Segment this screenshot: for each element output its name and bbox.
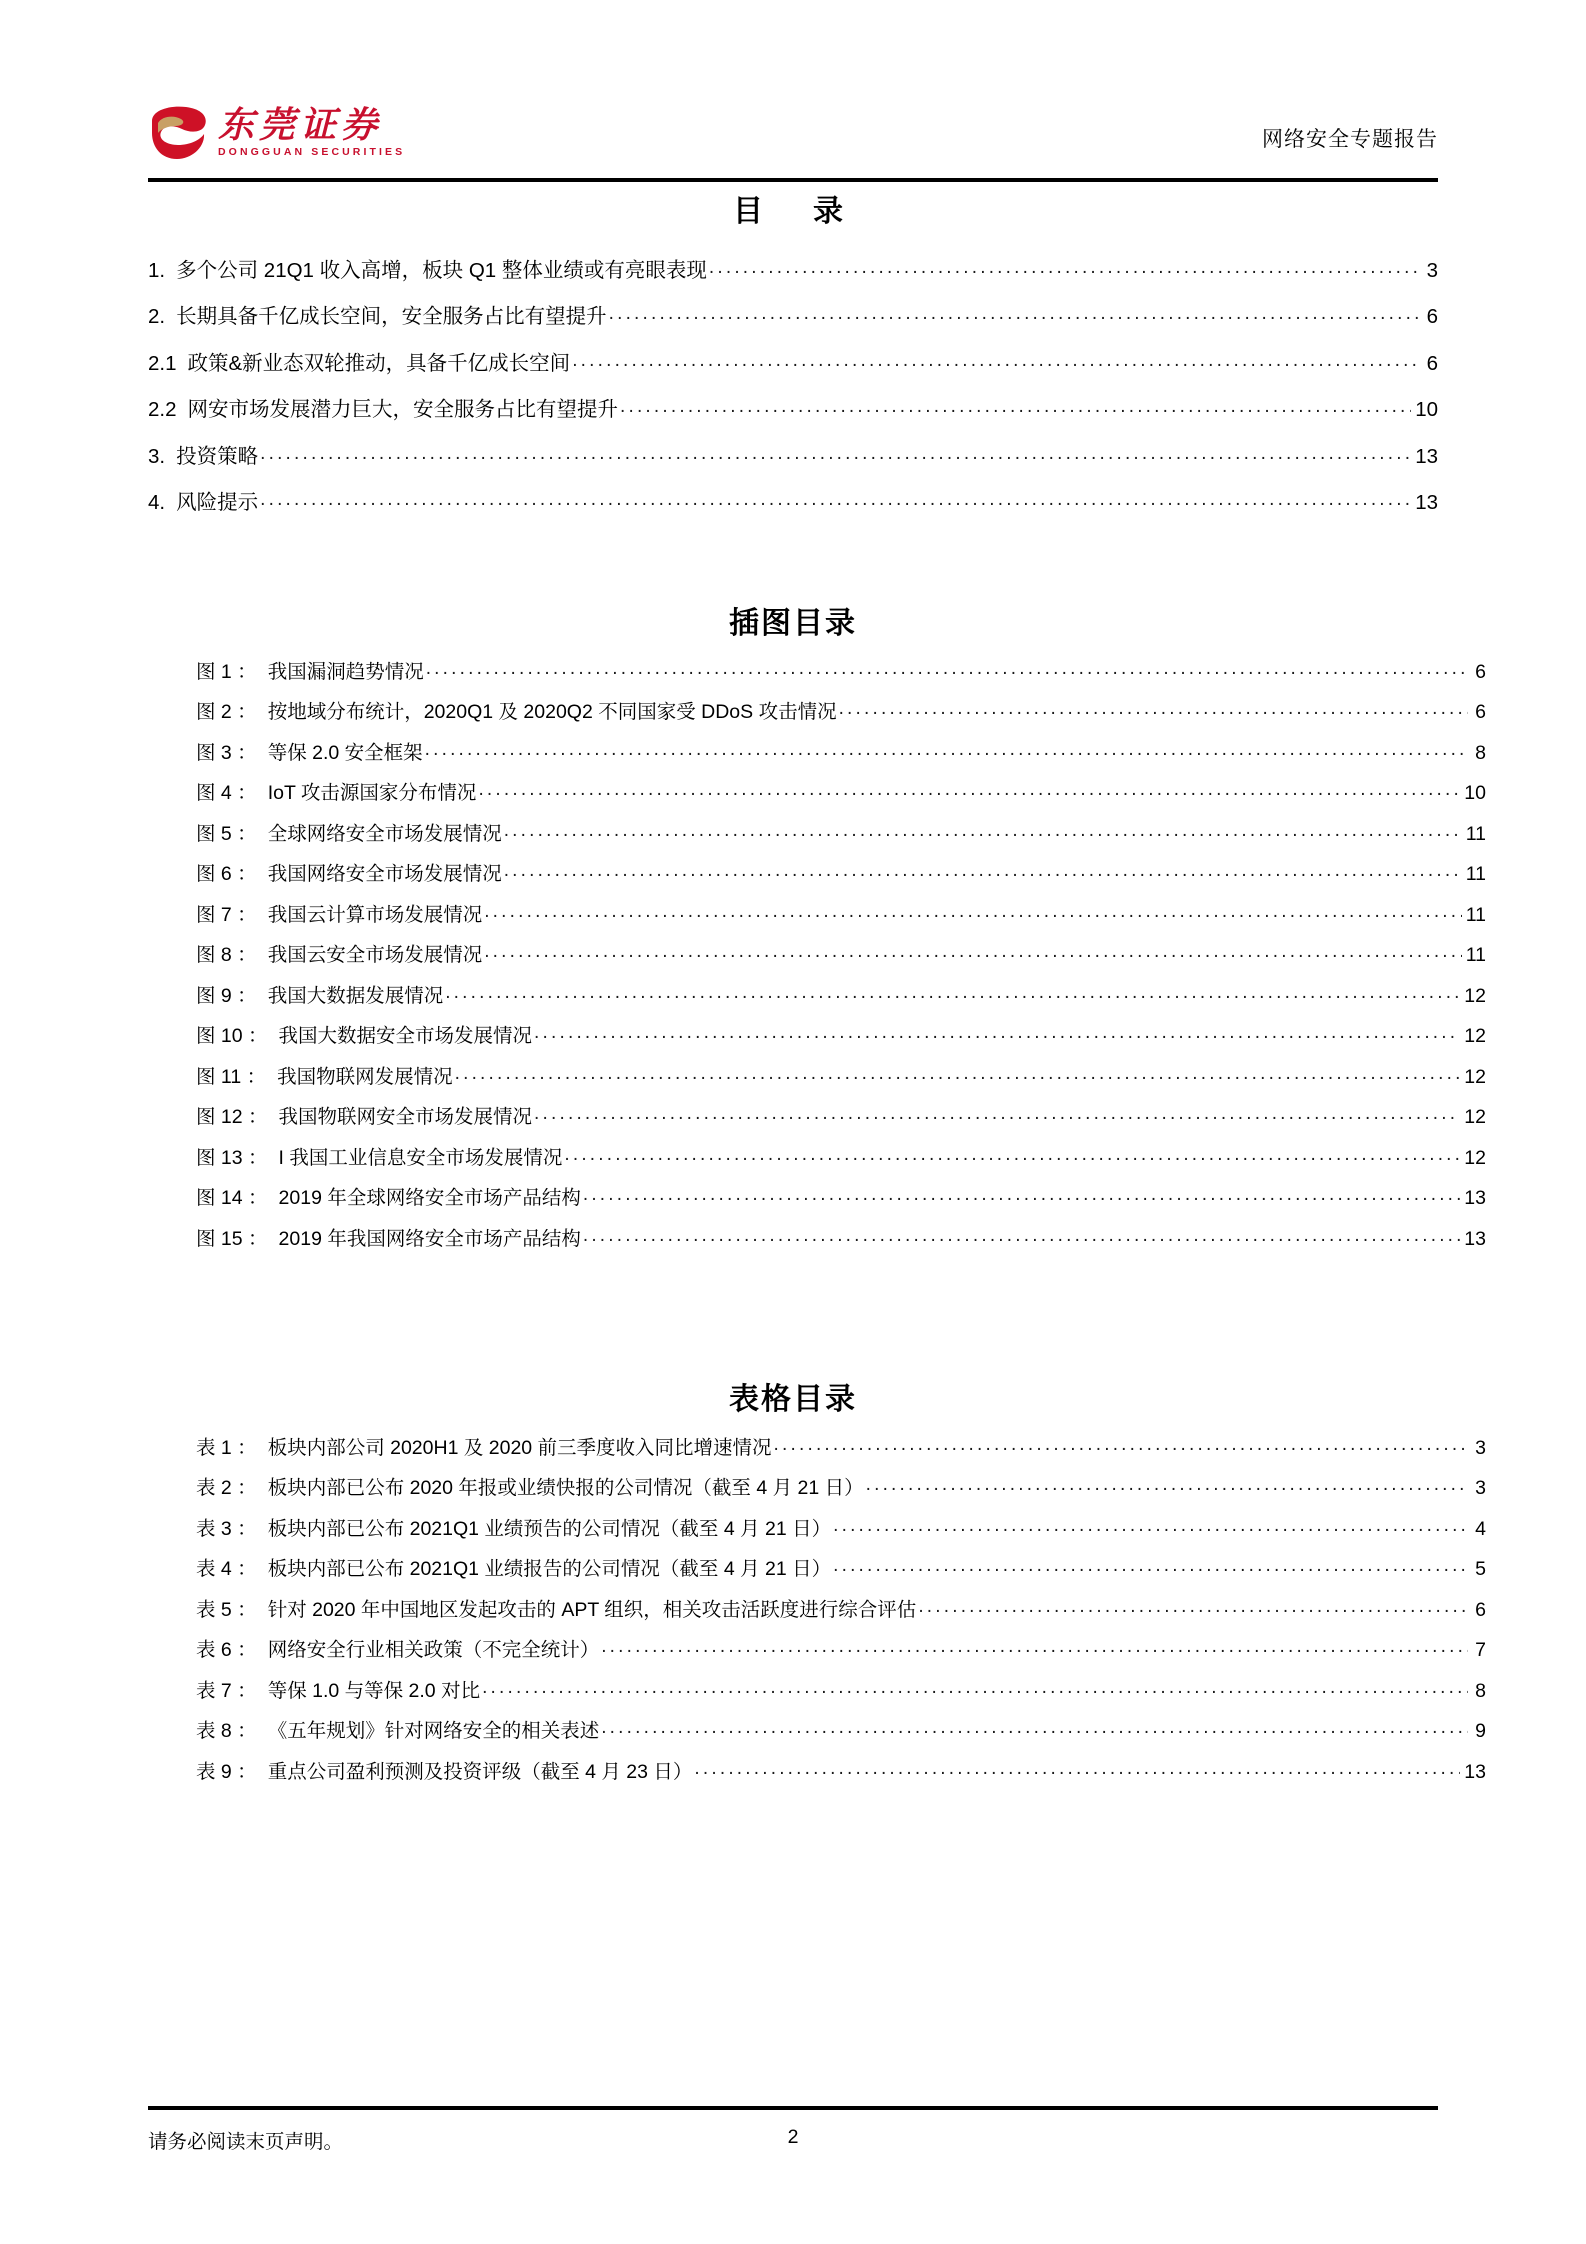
toc-entry-number: 2.1 <box>148 351 177 375</box>
figure-entry[interactable] <box>148 1104 1486 1128</box>
dot-leader <box>482 1677 1468 1697</box>
figure-entry-number: 图 13 ： <box>196 1146 268 1169</box>
table-entry-page-number: 3 <box>1475 1436 1486 1459</box>
dot-leader <box>833 1515 1468 1535</box>
figure-entry-number: 图 2 ： <box>196 701 257 723</box>
figure-entry-page-number: 12 <box>1464 984 1486 1007</box>
figure-entry-label: 全球网络安全市场发展情况 <box>267 822 502 845</box>
dot-leader <box>484 901 1462 921</box>
table-entry-number: 表 6 ： <box>196 1639 257 1661</box>
dot-leader <box>564 1144 1460 1164</box>
figure-entry-label: 按地域分布统计，2020Q1 及 2020Q2 不同国家受 DDoS 攻击情况 <box>267 701 837 723</box>
toc-entry[interactable] <box>148 489 1438 514</box>
figure-entry-page-number: 11 <box>1465 944 1486 966</box>
table-entry-page-number: 4 <box>1475 1517 1486 1540</box>
contents-heading: 目 录 <box>733 195 853 228</box>
dot-leader <box>425 739 1468 759</box>
logo-chinese-name: 东莞证券 <box>218 104 383 145</box>
figure-entry[interactable] <box>148 820 1486 844</box>
figure-entry[interactable] <box>148 1225 1486 1249</box>
dot-leader <box>620 396 1411 417</box>
figure-entry[interactable] <box>148 699 1486 723</box>
toc-entry-page-number: 10 <box>1415 398 1438 421</box>
figure-entry-label: 等保 2.0 安全框架 <box>267 741 423 764</box>
dot-leader <box>572 349 1420 370</box>
table-entry-label: 板块内部已公布 2021Q1 业绩预告的公司情况（截至 4 月 21 日） <box>267 1517 832 1540</box>
figure-entry-label: IoT 攻击源国家分布情况 <box>267 782 477 804</box>
figure-entry-number: 图 4 ： <box>196 782 257 804</box>
figure-entry-label: 我国物联网安全市场发展情况 <box>278 1106 533 1128</box>
figure-entry-page-number: 12 <box>1464 1106 1486 1128</box>
table-entry-label: 重点公司盈利预测及投资评级（截至 4 月 23 日） <box>267 1760 693 1783</box>
toc-entry[interactable] <box>148 396 1438 421</box>
toc-entry-label: 多个公司 21Q1 收入高增，板块 Q1 整体业绩或有亮眼表现 <box>176 258 707 282</box>
toc-entry-label: 政策&新业态双轮推动，具备千亿成长空间 <box>187 351 571 375</box>
table-entry-number: 表 1 ： <box>196 1436 257 1459</box>
header-divider <box>148 178 1438 182</box>
figure-entry-page-number: 12 <box>1464 1025 1486 1047</box>
toc-entry-page-number: 3 <box>1426 258 1438 282</box>
figure-entry-page-number: 11 <box>1465 903 1486 926</box>
dot-leader <box>601 1718 1468 1738</box>
toc-entry[interactable] <box>148 303 1438 328</box>
figure-entry-number: 图 5 ： <box>196 822 257 845</box>
table-entry[interactable] <box>148 1677 1486 1701</box>
table-entry[interactable] <box>148 1475 1486 1499</box>
list-of-tables <box>148 1434 1486 1799</box>
figure-entry-page-number: 8 <box>1475 741 1486 764</box>
toc-entry-label: 长期具备千亿成长空间，安全服务占比有望提升 <box>176 305 607 328</box>
figure-entry-label: 我国漏洞趋势情况 <box>267 660 424 683</box>
table-entry-page-number: 7 <box>1475 1639 1486 1661</box>
figures-heading: 插图目录 <box>729 607 857 640</box>
figure-entry[interactable] <box>148 942 1486 966</box>
figure-entry-page-number: 6 <box>1475 660 1486 683</box>
dot-leader <box>866 1475 1468 1495</box>
toc-entry-number: 4. <box>148 491 166 514</box>
page-header <box>148 95 1438 173</box>
figure-entry-page-number: 13 <box>1464 1187 1486 1209</box>
table-entry-label: 板块内部公司 2020H1 及 2020 前三季度收入同比增速情况 <box>267 1436 772 1459</box>
figure-entry[interactable] <box>148 901 1486 925</box>
figure-entry[interactable] <box>148 1063 1486 1087</box>
figure-entry-label: 我国大数据发展情况 <box>267 984 444 1007</box>
dongguan-securities-logo-icon <box>148 105 210 161</box>
table-entry[interactable] <box>148 1758 1486 1782</box>
figure-entry[interactable] <box>148 861 1486 885</box>
table-entry-number: 表 9 ： <box>196 1760 257 1783</box>
dot-leader <box>504 820 1462 840</box>
table-entry-label: 板块内部已公布 2020 年报或业绩快报的公司情况（截至 4 月 21 日） <box>267 1477 864 1499</box>
figure-entry-label: 我国云安全市场发展情况 <box>267 944 483 966</box>
figure-entry[interactable] <box>148 1185 1486 1209</box>
dot-leader <box>709 256 1420 277</box>
logo-wordmark <box>218 104 406 161</box>
figure-entry-number: 图 12 ： <box>196 1106 268 1128</box>
toc-entry-page-number: 6 <box>1426 305 1438 328</box>
figure-entry-page-number: 12 <box>1464 1146 1486 1169</box>
figure-entry-number: 图 11 ： <box>196 1065 267 1088</box>
logo-english-name: DONGGUAN SECURITIES <box>218 146 406 159</box>
table-entry[interactable] <box>148 1434 1486 1458</box>
figure-entry-label: 我国大数据安全市场发展情况 <box>278 1025 533 1047</box>
figure-entry-number: 图 10 ： <box>196 1025 268 1047</box>
toc-entry[interactable] <box>148 442 1438 467</box>
figure-entry[interactable] <box>148 1023 1486 1047</box>
dot-leader <box>534 1104 1460 1124</box>
toc-entry[interactable] <box>148 349 1438 374</box>
dot-leader <box>694 1758 1460 1778</box>
dot-leader <box>583 1185 1460 1205</box>
figure-entry[interactable] <box>148 780 1486 804</box>
figure-entry-label: I 我国工业信息安全市场发展情况 <box>278 1146 563 1169</box>
toc-entry-number: 1. <box>148 258 166 282</box>
toc-entry-page-number: 13 <box>1415 444 1438 468</box>
dot-leader <box>609 303 1420 324</box>
toc-entry-number: 3. <box>148 444 166 468</box>
dot-leader <box>478 780 1460 800</box>
figure-entry-number: 图 8 ： <box>196 944 257 966</box>
tables-heading: 表格目录 <box>729 1383 857 1416</box>
table-entry-number: 表 5 ： <box>196 1598 257 1621</box>
table-entry[interactable] <box>148 1718 1486 1742</box>
dot-leader <box>260 489 1411 510</box>
toc-entry-label: 风险提示 <box>176 491 259 514</box>
table-entry-page-number: 9 <box>1475 1720 1486 1742</box>
footer-page-number: 2 <box>787 2126 799 2148</box>
company-logo <box>148 95 405 161</box>
figure-entry-number: 图 9 ： <box>196 984 257 1007</box>
table-entry-label: 《五年规划》针对网络安全的相关表述 <box>267 1720 600 1742</box>
dot-leader <box>504 861 1462 881</box>
dot-leader <box>455 1063 1461 1083</box>
table-entry-page-number: 13 <box>1464 1760 1486 1783</box>
table-entry-number: 表 7 ： <box>196 1679 257 1702</box>
figure-entry-label: 我国云计算市场发展情况 <box>267 903 483 926</box>
table-entry-page-number: 3 <box>1475 1477 1486 1499</box>
dot-leader <box>918 1596 1468 1616</box>
dot-leader <box>774 1434 1468 1454</box>
figure-entry-page-number: 11 <box>1465 863 1486 885</box>
table-entry-label: 针对 2020 年中国地区发起攻击的 APT 组织，相关攻击活跃度进行综合评估 <box>267 1598 917 1621</box>
figure-entry[interactable] <box>148 739 1486 763</box>
figure-entry-number: 图 14 ： <box>196 1187 268 1209</box>
toc-entry-page-number: 13 <box>1415 491 1438 514</box>
table-entry-number: 表 8 ： <box>196 1720 257 1742</box>
figure-entry-page-number: 12 <box>1464 1065 1486 1088</box>
figure-entry[interactable] <box>148 658 1486 682</box>
figure-entry-page-number: 6 <box>1475 701 1486 723</box>
dot-leader <box>445 982 1460 1002</box>
toc-entry[interactable] <box>148 256 1438 281</box>
table-entry-number: 表 3 ： <box>196 1517 257 1540</box>
figure-entry-number: 图 6 ： <box>196 863 257 885</box>
figure-entry-page-number: 13 <box>1464 1227 1486 1250</box>
table-entry-label: 板块内部已公布 2021Q1 业绩报告的公司情况（截至 4 月 21 日） <box>267 1558 832 1580</box>
figure-entry-label: 2019 年我国网络安全市场产品结构 <box>278 1227 581 1250</box>
table-entry[interactable] <box>148 1556 1486 1580</box>
figure-entry-page-number: 11 <box>1465 822 1486 845</box>
figure-entry-label: 2019 年全球网络安全市场产品结构 <box>278 1187 581 1209</box>
figure-entry[interactable] <box>148 1144 1486 1168</box>
dot-leader <box>839 699 1468 719</box>
figure-entry-number: 图 7 ： <box>196 903 257 926</box>
dot-leader <box>484 942 1462 962</box>
table-entry-page-number: 8 <box>1475 1679 1486 1702</box>
figure-entry[interactable] <box>148 982 1486 1006</box>
table-of-contents <box>148 256 1438 535</box>
toc-entry-number: 2. <box>148 305 166 328</box>
table-entry-number: 表 2 ： <box>196 1477 257 1499</box>
figure-entry-number: 图 1 ： <box>196 660 257 683</box>
table-entry[interactable] <box>148 1596 1486 1620</box>
toc-entry-label: 投资策略 <box>176 444 259 468</box>
dot-leader <box>601 1637 1468 1657</box>
table-entry-label: 等保 1.0 与等保 2.0 对比 <box>267 1679 481 1702</box>
table-entry-number: 表 4 ： <box>196 1558 257 1580</box>
figure-entry-label: 我国物联网发展情况 <box>277 1065 453 1088</box>
footer-disclaimer: 请务必阅读末页声明。 <box>148 2131 344 2153</box>
dot-leader <box>426 658 1468 678</box>
table-entry[interactable] <box>148 1515 1486 1539</box>
dot-leader <box>833 1556 1468 1576</box>
dot-leader <box>583 1225 1460 1245</box>
dot-leader <box>260 442 1411 463</box>
table-entry-label: 网络安全行业相关政策（不完全统计） <box>267 1639 600 1661</box>
table-entry-page-number: 5 <box>1475 1558 1486 1580</box>
footer-divider <box>148 2106 1438 2110</box>
toc-entry-number: 2.2 <box>148 398 177 421</box>
table-entry-page-number: 6 <box>1475 1598 1486 1621</box>
figure-entry-label: 我国网络安全市场发展情况 <box>267 863 502 885</box>
toc-entry-page-number: 6 <box>1426 351 1438 375</box>
table-entry[interactable] <box>148 1637 1486 1661</box>
figure-entry-number: 图 3 ： <box>196 741 257 764</box>
figure-entry-number: 图 15 ： <box>196 1227 268 1250</box>
figure-entry-page-number: 10 <box>1464 782 1486 804</box>
toc-entry-label: 网安市场发展潜力巨大，安全服务占比有望提升 <box>187 398 618 421</box>
dot-leader <box>534 1023 1460 1043</box>
report-title: 网络安全专题报告 <box>1262 128 1438 151</box>
list-of-figures <box>148 658 1486 1266</box>
